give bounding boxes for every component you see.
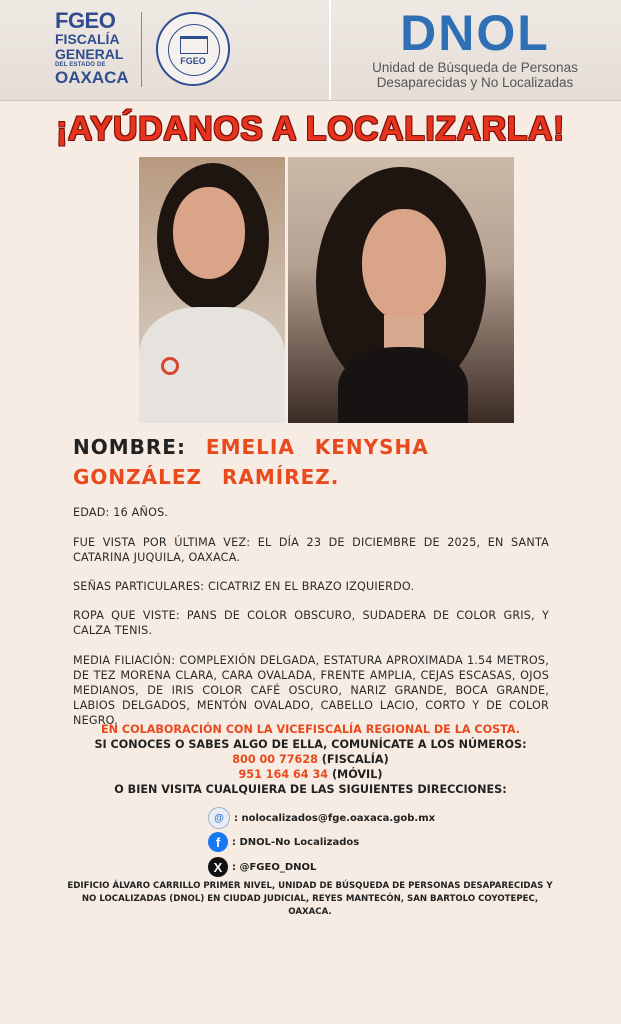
x-icon: X <box>208 857 228 877</box>
name-label: NOMBRE: <box>73 435 186 459</box>
phone-fiscalia[interactable]: 800 00 77628 <box>232 753 318 766</box>
facebook-contact[interactable] <box>208 831 359 853</box>
age-text: EDAD: 16 AÑOS. <box>73 506 169 519</box>
email-address[interactable]: : nolocalizados@fge.oaxaca.gob.mx <box>234 812 436 824</box>
fgeo-logo-line-del-estado: DEL ESTADO DE <box>55 62 106 68</box>
facebook-icon: f <box>208 832 228 852</box>
collaboration-text: EN COLABORACIÓN CON LA VICEFISCALÍA REGIONAL DE LA COSTA. <box>100 723 521 736</box>
clothing-text: ROPA QUE VISTE: PANS DE COLOR OBSCURO, SUDADERA DE COLOR GRIS, Y CALZA TENIS. <box>73 609 549 637</box>
dnol-logo <box>340 6 610 90</box>
seal-label: FGEO <box>180 56 206 66</box>
fgeo-logo <box>55 10 135 87</box>
photo-right <box>288 157 514 423</box>
last-seen-text: FUE VISTA POR ÚLTIMA VEZ: EL DÍA 23 DE DICIEMBRE DE 2025, EN SANTA CATARINA JUQUILA, OAXACA. <box>73 536 549 564</box>
email-contact[interactable] <box>208 807 435 829</box>
particular-marks-text: SEÑAS PARTICULARES: CICATRIZ EN EL BRAZO IZQUIERDO. <box>73 580 415 593</box>
fiscalia-seal <box>156 12 230 86</box>
header-banner <box>0 0 621 101</box>
name-row <box>73 432 551 492</box>
phone-fiscalia-row <box>0 752 621 767</box>
photo-left <box>139 157 285 423</box>
phone-movil-label: (MÓVIL) <box>328 768 383 781</box>
address-footer: EDIFICIO ÁLVARO CARRILLO PRIMER NIVEL, UNIDAD DE BÚSQUEDA DE PERSONAS DESAPARECIDAS Y NO LOCALIZADAS (DNOL) EN CIUDAD JUDICIAL, REYES MANTECÓN, SAN BARTOLO COYOTEPEC, OAXACA. <box>67 881 553 917</box>
fgeo-logo-line-oaxaca: OAXACA <box>55 68 129 87</box>
mail-icon: @ <box>208 807 230 829</box>
phone-fiscalia-label: (FISCALÍA) <box>317 753 389 766</box>
logo-divider <box>141 12 142 87</box>
contact-prompt: SI CONOCES O SABES ALGO DE ELLA, COMUNÍCATE A LOS NÚMEROS: <box>94 738 527 751</box>
facebook-page[interactable]: : DNOL-No Localizados <box>232 836 360 848</box>
header-divider <box>329 0 331 100</box>
name-value: EMELIA KENYSHA GONZÁLEZ RAMÍREZ. <box>73 435 429 489</box>
phone-movil[interactable]: 951 164 64 34 <box>238 768 329 781</box>
fgeo-logo-line-general: GENERAL <box>55 46 124 62</box>
physical-description-text: MEDIA FILIACIÓN: COMPLEXIÓN DELGADA, ESTATURA APROXIMADA 1.54 METROS, DE TEZ MORENA CLARA, CARA OVALADA, FRENTE AMPLIA, CEJAS ESCASAS, OJOS MEDIANOS, DE IRIS COLOR CAFÉ OSCURO, NARIZ GRANDE, BOCA GRANDE, LABIOS DELGADOS, MENTÓN OVALADO, CABELLO LACIO, CORTO Y DE COLOR NEGRO. <box>73 654 549 727</box>
visit-prompt: O BIEN VISITA CUALQUIERA DE LAS SIGUIENTES DIRECCIONES: <box>114 783 507 796</box>
phone-movil-row <box>0 767 621 782</box>
dnol-acronym: DNOL <box>400 5 550 61</box>
seal-building-icon <box>180 36 208 54</box>
fgeo-logo-acronym: FGEO <box>55 8 116 33</box>
dnol-subtitle-line1: Unidad de Búsqueda de Personas <box>372 60 578 75</box>
x-contact[interactable] <box>208 856 316 878</box>
x-handle[interactable]: : @FGEO_DNOL <box>232 861 317 873</box>
fgeo-logo-line-fiscalia: FISCALÍA <box>55 31 120 47</box>
headline: ¡AYÚDANOS A LOCALIZARLA! <box>56 110 565 148</box>
dnol-subtitle-line2: Desaparecidas y No Localizadas <box>376 75 574 90</box>
